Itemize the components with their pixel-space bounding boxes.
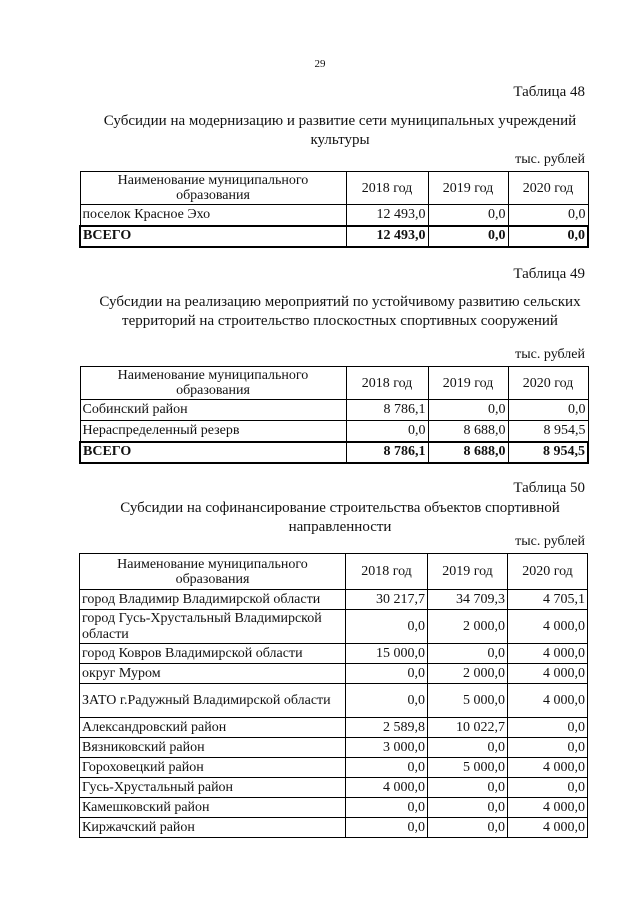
row-name: Собинский район	[80, 400, 346, 421]
col-header-name: Наименование муниципального образования	[80, 172, 346, 205]
col-header-name: Наименование муниципального образования	[80, 554, 346, 590]
page-number: 29	[314, 58, 326, 70]
table50-units: тыс. рублей	[515, 534, 585, 549]
table-row	[80, 664, 588, 684]
table48-title: Субсидии на модернизацию и развитие сети муниципальных учреждений культуры	[103, 113, 577, 148]
table-row	[80, 205, 588, 226]
value-2020: 4 000,0	[508, 684, 588, 718]
table-row	[80, 421, 588, 442]
value-2018: 0,0	[346, 610, 428, 644]
value-2020: 0,0	[508, 205, 588, 226]
col-header-2019: 2019 год	[428, 172, 508, 205]
value-2018: 12 493,0	[346, 205, 428, 226]
total-label: ВСЕГО	[80, 442, 346, 463]
table-row	[80, 400, 588, 421]
table48-header-row	[80, 172, 588, 205]
value-2019: 0,0	[428, 778, 508, 798]
value-2018: 8 786,1	[346, 400, 428, 421]
value-2018: 0,0	[346, 421, 428, 442]
value-2020: 4 000,0	[508, 664, 588, 684]
table-row	[80, 758, 588, 778]
value-2019: 10 022,7	[428, 718, 508, 738]
col-header-2019: 2019 год	[428, 554, 508, 590]
value-2020: 0,0	[508, 738, 588, 758]
table-row	[80, 590, 588, 610]
total-2020: 8 954,5	[508, 442, 588, 463]
col-header-2020: 2020 год	[508, 554, 588, 590]
row-name: город Владимир Владимирской области	[80, 590, 346, 610]
total-row	[80, 226, 588, 247]
table50-header-row	[80, 554, 588, 590]
value-2020: 4 000,0	[508, 610, 588, 644]
table50-label: Таблица 50	[513, 480, 585, 496]
row-name: Вязниковский район	[80, 738, 346, 758]
table49	[79, 366, 589, 464]
table-row	[80, 798, 588, 818]
value-2020: 4 000,0	[508, 798, 588, 818]
table48-units: тыс. рублей	[515, 152, 585, 167]
col-header-2018: 2018 год	[346, 367, 428, 400]
total-label: ВСЕГО	[80, 226, 346, 247]
table-row	[80, 610, 588, 644]
row-name: ЗАТО г.Радужный Владимирской области	[80, 684, 346, 718]
total-2019: 0,0	[428, 226, 508, 247]
table-row	[80, 778, 588, 798]
value-2018: 0,0	[346, 818, 428, 838]
value-2020: 0,0	[508, 718, 588, 738]
row-name: Гороховецкий район	[80, 758, 346, 778]
row-name: поселок Красное Эхо	[80, 205, 346, 226]
table-row	[80, 644, 588, 664]
table49-label: Таблица 49	[513, 266, 585, 282]
value-2019: 0,0	[428, 644, 508, 664]
table48	[79, 171, 589, 248]
value-2020: 0,0	[508, 778, 588, 798]
col-header-2020: 2020 год	[508, 367, 588, 400]
value-2018: 4 000,0	[346, 778, 428, 798]
value-2019: 0,0	[428, 205, 508, 226]
table-row	[80, 818, 588, 838]
value-2018: 0,0	[346, 684, 428, 718]
value-2019: 5 000,0	[428, 684, 508, 718]
value-2020: 4 705,1	[508, 590, 588, 610]
total-2020: 0,0	[508, 226, 588, 247]
table50-title: Субсидии на софинансирование строительства объектов спортивной направленности	[120, 500, 560, 535]
row-name: Камешковский район	[80, 798, 346, 818]
value-2018: 30 217,7	[346, 590, 428, 610]
table-row	[80, 718, 588, 738]
row-name: город Гусь-Хрустальный Владимирской области	[80, 610, 346, 644]
value-2020: 4 000,0	[508, 818, 588, 838]
value-2018: 0,0	[346, 664, 428, 684]
row-name: город Ковров Владимирской области	[80, 644, 346, 664]
value-2019: 0,0	[428, 798, 508, 818]
value-2018: 2 589,8	[346, 718, 428, 738]
value-2019: 2 000,0	[428, 610, 508, 644]
value-2020: 0,0	[508, 400, 588, 421]
value-2020: 4 000,0	[508, 758, 588, 778]
col-header-name: Наименование муниципального образования	[80, 367, 346, 400]
value-2019: 0,0	[428, 738, 508, 758]
table49-header-row	[80, 367, 588, 400]
value-2018: 15 000,0	[346, 644, 428, 664]
table50	[79, 553, 588, 838]
value-2020: 4 000,0	[508, 644, 588, 664]
col-header-2019: 2019 год	[428, 367, 508, 400]
col-header-2020: 2020 год	[508, 172, 588, 205]
total-row	[80, 442, 588, 463]
value-2019: 0,0	[428, 400, 508, 421]
total-2019: 8 688,0	[428, 442, 508, 463]
row-name: Нераспределенный резерв	[80, 421, 346, 442]
row-name: Киржачский район	[80, 818, 346, 838]
value-2018: 3 000,0	[346, 738, 428, 758]
row-name: округ Муром	[80, 664, 346, 684]
table49-units: тыс. рублей	[515, 347, 585, 362]
table49-title: Субсидии на реализацию мероприятий по устойчивому развитию сельских территорий на строительство плоскостных спортивных сооружений	[99, 294, 581, 329]
row-name: Александровский район	[80, 718, 346, 738]
table-row	[80, 738, 588, 758]
table-row	[80, 684, 588, 718]
value-2018: 0,0	[346, 758, 428, 778]
value-2019: 34 709,3	[428, 590, 508, 610]
value-2019: 0,0	[428, 818, 508, 838]
value-2018: 0,0	[346, 798, 428, 818]
row-name: Гусь-Хрустальный район	[80, 778, 346, 798]
col-header-2018: 2018 год	[346, 554, 428, 590]
value-2019: 2 000,0	[428, 664, 508, 684]
value-2019: 5 000,0	[428, 758, 508, 778]
total-2018: 8 786,1	[346, 442, 428, 463]
value-2019: 8 688,0	[428, 421, 508, 442]
total-2018: 12 493,0	[346, 226, 428, 247]
value-2020: 8 954,5	[508, 421, 588, 442]
table48-label: Таблица 48	[513, 84, 585, 100]
col-header-2018: 2018 год	[346, 172, 428, 205]
